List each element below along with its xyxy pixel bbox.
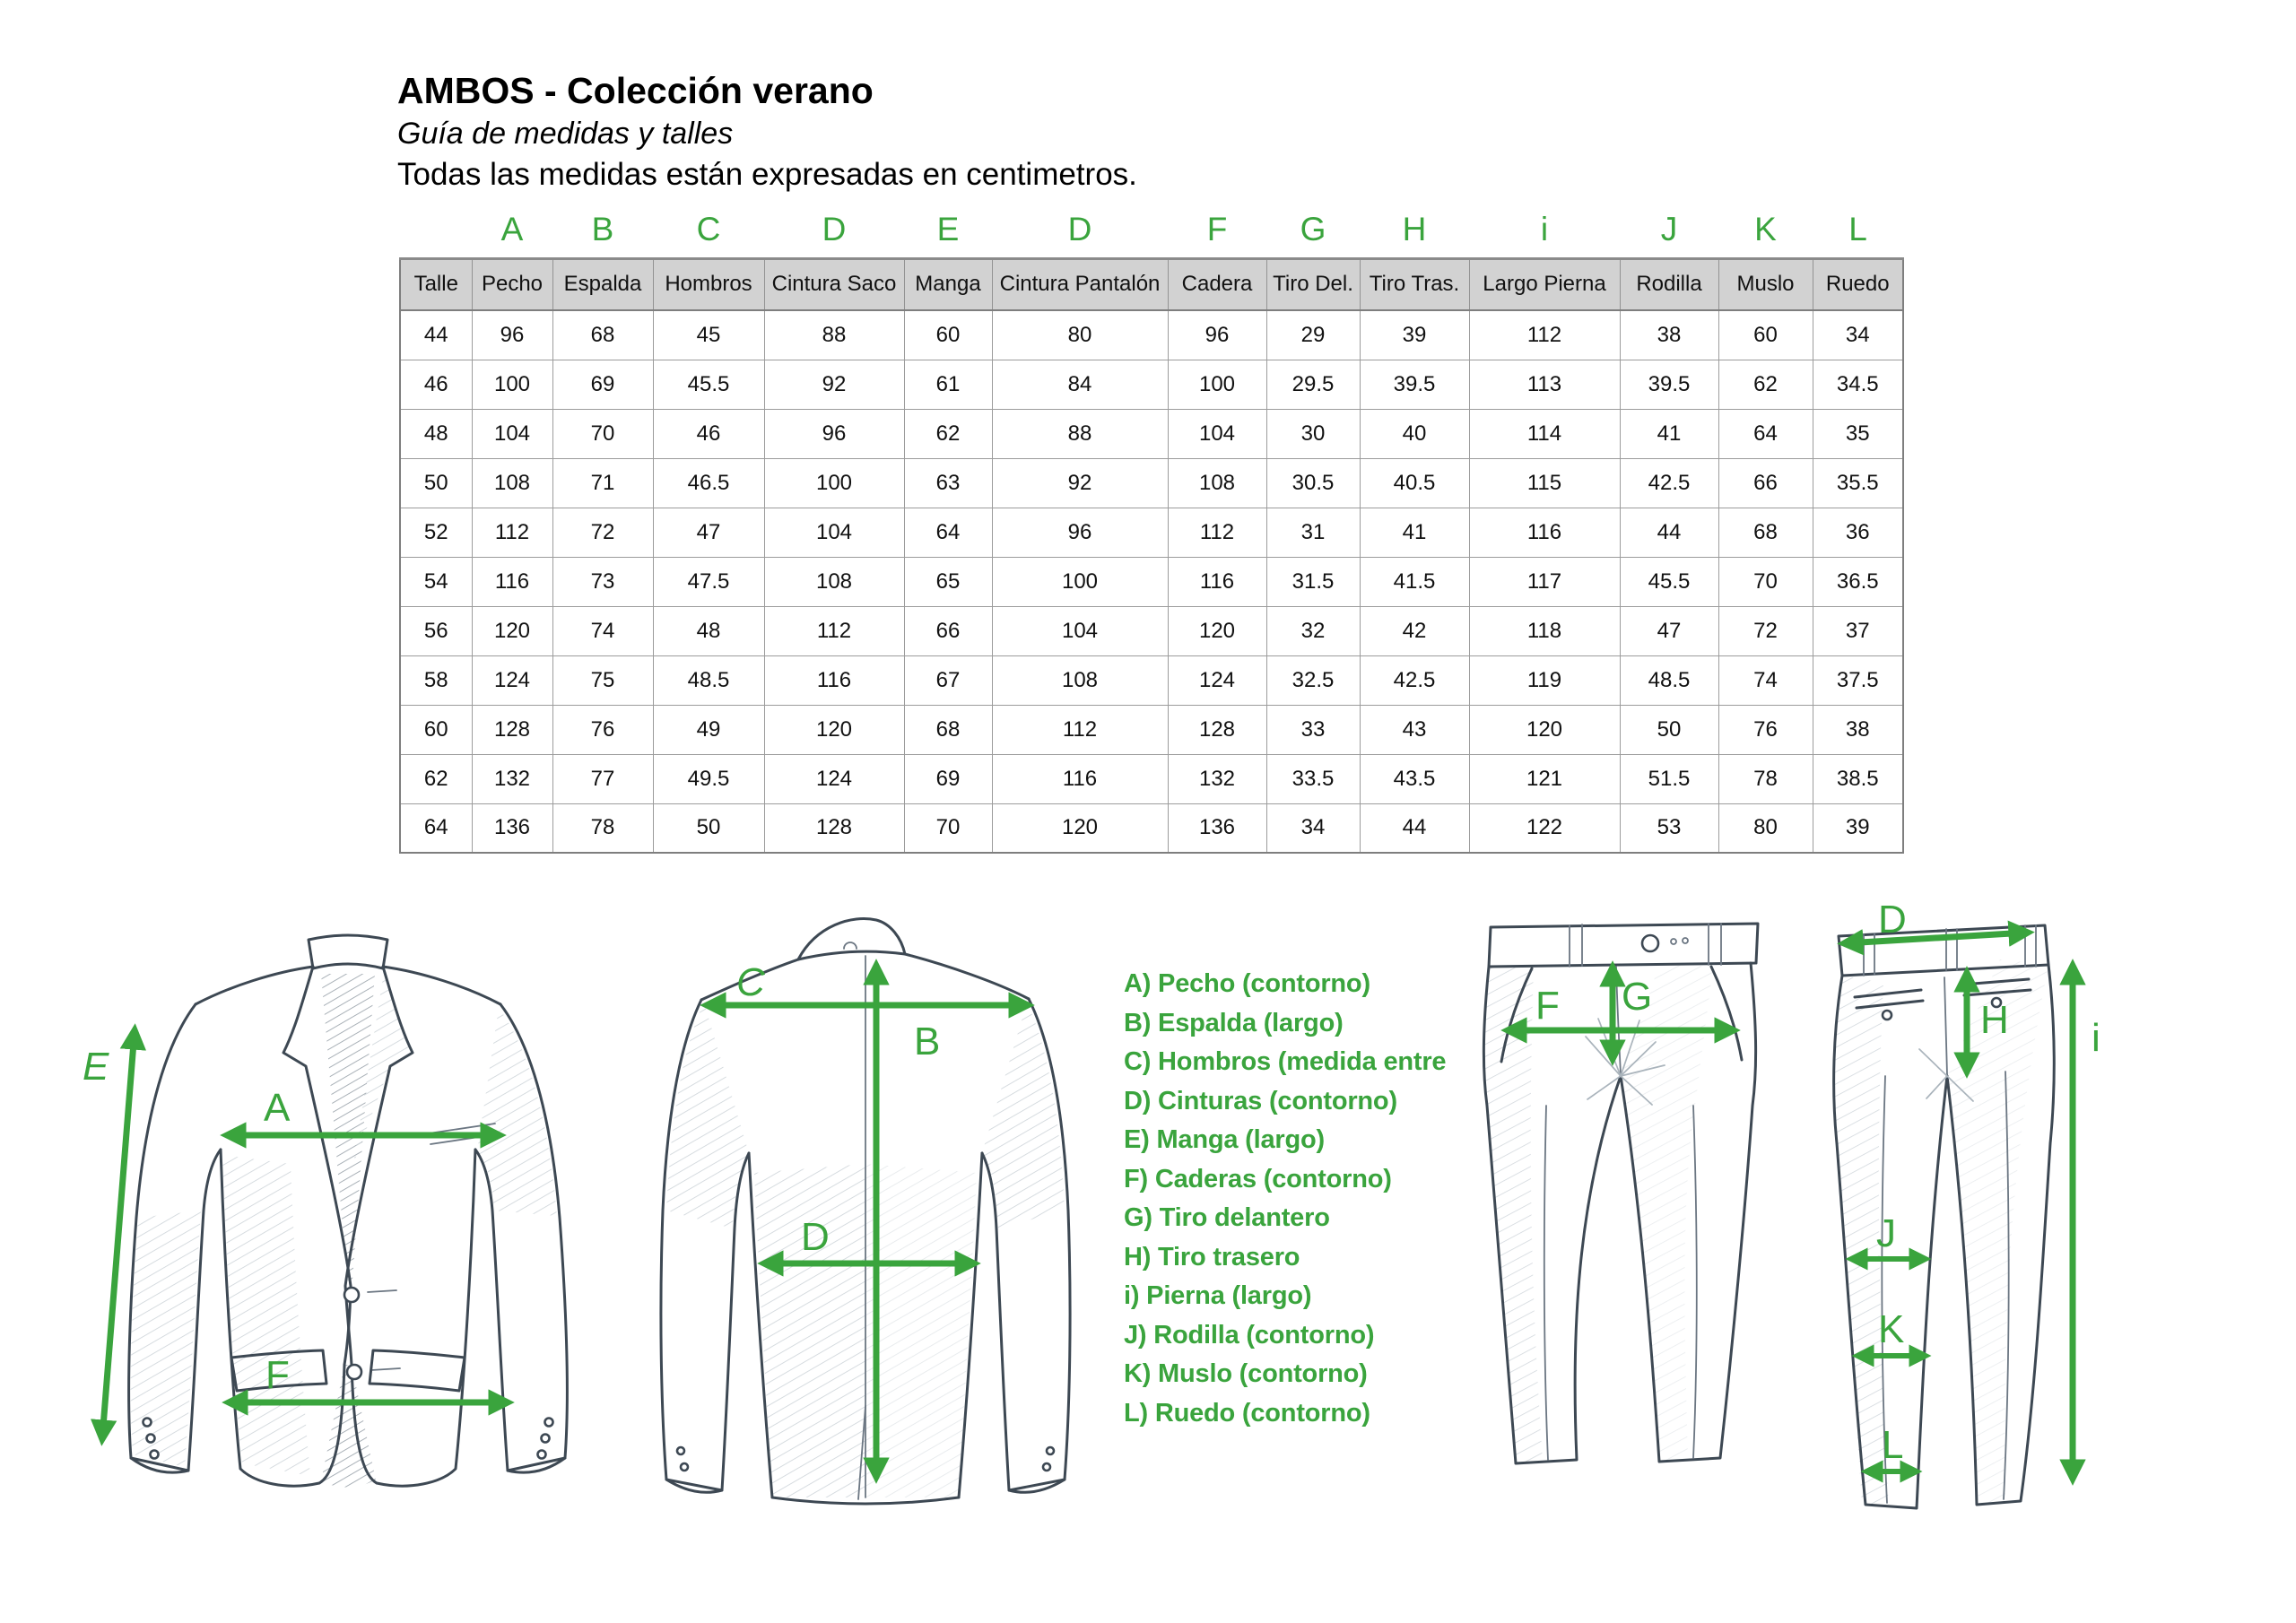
size-cell: 46 [400,360,472,409]
data-cell: 49.5 [653,754,764,803]
data-cell: 61 [904,360,992,409]
data-cell: 77 [552,754,653,803]
data-cell: 70 [904,803,992,853]
data-cell: 45.5 [1620,557,1718,606]
data-cell: 42.5 [1360,655,1469,705]
table-row [400,557,1903,606]
header-cell: Hombros [653,258,764,310]
column-letter: E [936,210,960,247]
size-cell: 60 [400,705,472,754]
data-cell: 92 [764,360,904,409]
data-cell: 31.5 [1266,557,1360,606]
size-cell: 54 [400,557,472,606]
data-cell: 34.5 [1813,360,1903,409]
data-cell: 64 [1718,409,1813,458]
header-cell: Cintura Saco [764,258,904,310]
data-cell: 104 [992,606,1168,655]
data-cell: 30.5 [1266,458,1360,508]
header-cell: Cadera [1168,258,1266,310]
column-letter: H [1402,210,1427,247]
legend-item: A) Pecho (contorno) [1124,969,1370,998]
header-cell: Tiro Del. [1266,258,1360,310]
title-block [397,68,1137,195]
legend-item: C) Hombros (medida entre [1124,1047,1447,1076]
trousers-front-figure [1480,913,1767,1496]
data-cell: 120 [764,705,904,754]
data-cell: 96 [472,310,552,360]
data-cell: 117 [1469,557,1620,606]
data-cell: 38 [1620,310,1718,360]
column-letter: K [1754,210,1777,247]
data-cell: 120 [1168,606,1266,655]
data-cell: 112 [1168,508,1266,557]
data-cell: 41 [1620,409,1718,458]
data-cell: 116 [992,754,1168,803]
data-cell: 116 [472,557,552,606]
data-cell: 68 [1718,508,1813,557]
size-cell: 44 [400,310,472,360]
measure-label-g: G [1622,975,1653,1019]
header-cell: Ruedo [1813,258,1903,310]
data-cell: 78 [552,803,653,853]
data-cell: 69 [552,360,653,409]
measure-label-l: L [1882,1423,1904,1467]
data-cell: 100 [1168,360,1266,409]
data-cell: 88 [764,310,904,360]
data-cell: 35.5 [1813,458,1903,508]
data-cell: 112 [992,705,1168,754]
data-cell: 69 [904,754,992,803]
data-cell: 45.5 [653,360,764,409]
header-cell: Espalda [552,258,653,310]
data-cell: 132 [472,754,552,803]
column-letter: D [822,210,847,247]
data-cell: 50 [653,803,764,853]
data-cell: 42.5 [1620,458,1718,508]
data-cell: 42 [1360,606,1469,655]
data-cell: 112 [472,508,552,557]
data-cell: 120 [472,606,552,655]
data-cell: 39 [1360,310,1469,360]
data-cell: 104 [764,508,904,557]
column-letter: i [1540,210,1549,247]
data-cell: 100 [472,360,552,409]
data-cell: 62 [904,409,992,458]
data-cell: 29.5 [1266,360,1360,409]
units-note: Todas las medidas están expresadas en centimetros. [397,157,1137,192]
data-cell: 48 [653,606,764,655]
data-cell: 53 [1620,803,1718,853]
column-letter: L [1848,210,1867,247]
data-cell: 128 [764,803,904,853]
data-cell: 33 [1266,705,1360,754]
data-cell: 65 [904,557,992,606]
data-cell: 108 [992,655,1168,705]
data-cell: 70 [1718,557,1813,606]
data-cell: 34 [1813,310,1903,360]
data-cell: 37.5 [1813,655,1903,705]
jacket-back-figure [650,904,1081,1523]
data-cell: 31 [1266,508,1360,557]
data-cell: 108 [764,557,904,606]
page-title: AMBOS - Colección verano [397,70,874,111]
data-cell: 36 [1813,508,1903,557]
data-cell: 96 [764,409,904,458]
measure-label-f: F [265,1353,290,1397]
data-cell: 122 [1469,803,1620,853]
legend-item: i) Pierna (largo) [1124,1281,1312,1310]
data-cell: 78 [1718,754,1813,803]
size-cell: 50 [400,458,472,508]
data-cell: 119 [1469,655,1620,705]
column-letter: J [1660,210,1678,247]
table-row [400,360,1903,409]
data-cell: 50 [1620,705,1718,754]
data-cell: 35 [1813,409,1903,458]
data-cell: 113 [1469,360,1620,409]
data-cell: 47 [1620,606,1718,655]
measure-label-d2: D [1878,898,1907,942]
header-row-group [400,258,1903,310]
data-cell: 72 [1718,606,1813,655]
header-cell: Manga [904,258,992,310]
measure-label-b: B [914,1020,941,1063]
data-cell: 34 [1266,803,1360,853]
data-cell: 100 [992,557,1168,606]
data-cell: 48.5 [1620,655,1718,705]
legend-item: H) Tiro trasero [1124,1242,1300,1271]
measurement-legend [1124,965,1483,1433]
data-cell: 121 [1469,754,1620,803]
data-cell: 29 [1266,310,1360,360]
data-cell: 38 [1813,705,1903,754]
data-cell: 116 [1469,508,1620,557]
trousers-back-sketch [1834,925,2055,1508]
measure-label-a: A [264,1086,291,1130]
data-cell: 104 [472,409,552,458]
measure-label-d: D [801,1215,830,1259]
data-cell: 32 [1266,606,1360,655]
table-row [400,655,1903,705]
measure-label-f2: F [1535,984,1560,1028]
data-cell: 124 [1168,655,1266,705]
measure-label-e: E [83,1045,109,1089]
header-cell: Cintura Pantalón [992,258,1168,310]
data-cell: 41 [1360,508,1469,557]
letters-row [400,208,1903,258]
data-cell: 62 [1718,360,1813,409]
legend-item: L) Ruedo (contorno) [1124,1398,1370,1428]
data-cell: 76 [552,705,653,754]
column-letter: C [696,210,721,247]
data-cell: 46 [653,409,764,458]
header-cell: Tiro Tras. [1360,258,1469,310]
table-row [400,705,1903,754]
data-cell: 100 [764,458,904,508]
data-cell: 71 [552,458,653,508]
header-cell: Pecho [472,258,552,310]
data-cell: 136 [472,803,552,853]
data-cell: 67 [904,655,992,705]
data-cell: 43 [1360,705,1469,754]
column-letter [400,208,472,258]
data-cell: 118 [1469,606,1620,655]
data-cell: 36.5 [1813,557,1903,606]
data-cell: 96 [1168,310,1266,360]
data-cell: 73 [552,557,653,606]
data-cell: 74 [552,606,653,655]
trousers-back-figure [1821,897,2126,1524]
data-cell: 112 [1469,310,1620,360]
header-cell: Talle [400,258,472,310]
data-cell: 37 [1813,606,1903,655]
data-cell: 45 [653,310,764,360]
header-cell: Muslo [1718,258,1813,310]
column-letter: D [1067,210,1092,247]
measure-label-j: J [1876,1211,1896,1255]
data-cell: 124 [764,754,904,803]
data-cell: 132 [1168,754,1266,803]
data-cell: 40.5 [1360,458,1469,508]
legend-item: J) Rodilla (contorno) [1124,1320,1375,1350]
data-cell: 47.5 [653,557,764,606]
size-table-wrap [399,208,1902,854]
column-letter: A [500,210,524,247]
legend-item: E) Manga (largo) [1124,1125,1325,1154]
data-cell: 120 [1469,705,1620,754]
header-cell: Rodilla [1620,258,1718,310]
data-cell: 80 [992,310,1168,360]
data-cell: 92 [992,458,1168,508]
data-cell: 30 [1266,409,1360,458]
size-cell: 56 [400,606,472,655]
measure-label-i: i [2092,1016,2100,1060]
data-cell: 116 [764,655,904,705]
data-cell: 48.5 [653,655,764,705]
data-cell: 72 [552,508,653,557]
measure-label-h: H [1980,998,2009,1042]
legend-item: B) Espalda (largo) [1124,1008,1344,1037]
data-cell: 88 [992,409,1168,458]
legend-item: K) Muslo (contorno) [1124,1359,1368,1388]
table-body [400,310,1903,853]
legend-item: G) Tiro delantero [1124,1203,1330,1232]
data-cell: 44 [1360,803,1469,853]
size-table [399,208,1904,854]
size-cell: 64 [400,803,472,853]
table-row [400,310,1903,360]
data-cell: 104 [1168,409,1266,458]
data-cell: 44 [1620,508,1718,557]
data-cell: 43.5 [1360,754,1469,803]
legend-item: D) Cinturas (contorno) [1124,1086,1397,1115]
data-cell: 70 [552,409,653,458]
data-cell: 80 [1718,803,1813,853]
header-cell: Largo Pierna [1469,258,1620,310]
data-cell: 63 [904,458,992,508]
letters-row-group [400,208,1903,258]
data-cell: 39.5 [1620,360,1718,409]
data-cell: 66 [904,606,992,655]
legend-item: F) Caderas (contorno) [1124,1164,1392,1193]
size-cell: 48 [400,409,472,458]
data-cell: 39 [1813,803,1903,853]
table-row [400,606,1903,655]
data-cell: 116 [1168,557,1266,606]
data-cell: 33.5 [1266,754,1360,803]
data-cell: 96 [992,508,1168,557]
data-cell: 32.5 [1266,655,1360,705]
data-cell: 128 [1168,705,1266,754]
data-cell: 108 [472,458,552,508]
data-cell: 108 [1168,458,1266,508]
data-cell: 136 [1168,803,1266,853]
data-cell: 38.5 [1813,754,1903,803]
jacket-front-figure [79,895,617,1523]
column-letter: B [591,210,614,247]
table-row [400,754,1903,803]
data-cell: 68 [552,310,653,360]
data-cell: 75 [552,655,653,705]
data-cell: 115 [1469,458,1620,508]
data-cell: 68 [904,705,992,754]
data-cell: 60 [904,310,992,360]
data-cell: 114 [1469,409,1620,458]
page-subtitle: Guía de medidas y talles [397,117,734,151]
data-cell: 39.5 [1360,360,1469,409]
table-row [400,803,1903,853]
data-cell: 60 [1718,310,1813,360]
data-cell: 47 [653,508,764,557]
column-letter: F [1206,210,1228,247]
data-cell: 112 [764,606,904,655]
size-cell: 58 [400,655,472,705]
measure-label-k: K [1878,1307,1905,1351]
data-cell: 84 [992,360,1168,409]
data-cell: 66 [1718,458,1813,508]
table-row [400,508,1903,557]
data-cell: 40 [1360,409,1469,458]
data-cell: 49 [653,705,764,754]
data-cell: 128 [472,705,552,754]
header-row [400,258,1903,310]
data-cell: 124 [472,655,552,705]
data-cell: 51.5 [1620,754,1718,803]
data-cell: 41.5 [1360,557,1469,606]
data-cell: 46.5 [653,458,764,508]
column-letter: G [1300,210,1326,247]
table-row [400,458,1903,508]
data-cell: 64 [904,508,992,557]
measure-label-c: C [736,960,765,1004]
data-cell: 120 [992,803,1168,853]
data-cell: 74 [1718,655,1813,705]
size-cell: 52 [400,508,472,557]
table-row [400,409,1903,458]
data-cell: 76 [1718,705,1813,754]
size-cell: 62 [400,754,472,803]
